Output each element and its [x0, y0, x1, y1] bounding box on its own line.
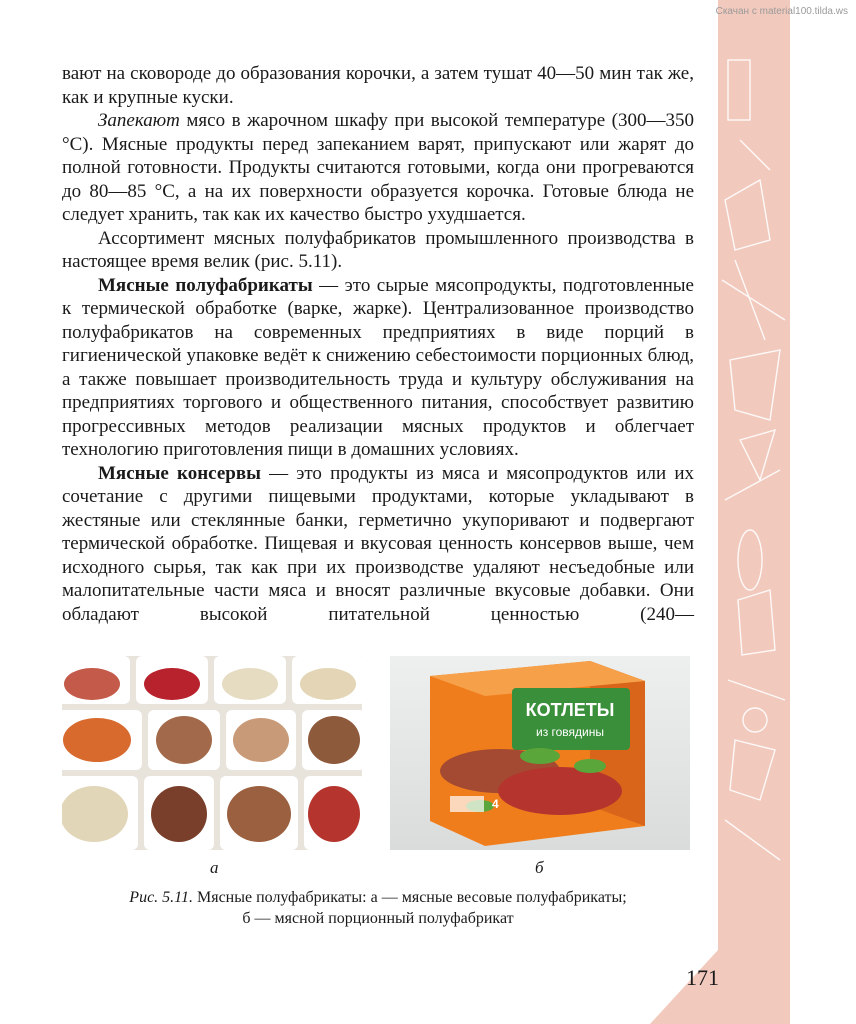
- box-title: КОТЛЕТЫ: [525, 700, 615, 720]
- term: Мясные полуфабрикаты: [98, 274, 313, 296]
- paragraph-text: — это продукты из мяса и мясопродуктов или их сочетание с другими пищевыми продуктами, которые укладывают в жестяные или стеклянные банки, герметично укупоривают и подвергают термической обработке. Пищевая и вкусовая ценность консервов выше, чем исходного сырья, так как при их производстве удаляют несъедобные или малопитательные части мяса и вносят различные вкусовые добавки. Они обладают высокой питательной ценностью (240—: [62, 462, 694, 625]
- caption-line2: б — мясной порционный полуфабрикат: [242, 910, 514, 927]
- figure-label-a: а: [210, 858, 219, 877]
- caption-line1: Мясные полуфабрикаты: а — мясные весовые полуфабрикаты;: [192, 889, 627, 906]
- box-subtitle: из говядины: [535, 725, 605, 739]
- term: Мясные консервы: [98, 462, 261, 484]
- main-text: [62, 62, 694, 626]
- paragraph: вают на сковороде до образования корочки, а затем тушат 40—50 мин так же, как и крупные куски.: [62, 63, 694, 108]
- caption-number: Рис. 5.11.: [129, 889, 193, 906]
- paragraph: [62, 109, 694, 227]
- figure-label-b: б: [535, 858, 544, 877]
- paragraph: Ассортимент мясных полуфабрикатов промышленного производства в настоящее время велик (рис. 5.11).: [62, 227, 694, 272]
- paragraph: [62, 462, 694, 627]
- term: Запекают: [98, 110, 180, 131]
- figure-caption: [62, 887, 694, 929]
- page-number: 171: [686, 965, 719, 990]
- photo-cutlet-box: [390, 656, 690, 850]
- paragraph-text: — это сырые мясопродукты, подготовленные к термической обработке (варке, жарке). Централизованное производство полуфабрикатов на современных предприятиях в виде порций в гигиенической упаковке ведёт к снижению себестоимости порционных блюд, а также повышает производительность труда и культуру обслуживания на предприятиях торгового и общественного питания, способствует развитию прогрессивных методов реализации мясных продуктов и облегчает технологию приготовления пищи в домашних условиях.: [62, 274, 694, 460]
- paragraph: [62, 274, 694, 462]
- paragraph-text: мясо в жарочном шкафу при высокой температуре (300—350 °С). Мясные продукты перед запеканием варят, припускают или жарят до полной готовности. Продукты считаются готовыми, когда они прогреваются до 80—85 °С, а на их поверхности образуется корочка. Готовые блюда не следует хранить, так как их качество быстро ухудшается.: [62, 110, 694, 225]
- photo-meat-trays: [62, 656, 362, 850]
- download-watermark[interactable]: Скачан с material100.tilda.ws: [715, 6, 848, 17]
- box-count: 4: [492, 797, 499, 811]
